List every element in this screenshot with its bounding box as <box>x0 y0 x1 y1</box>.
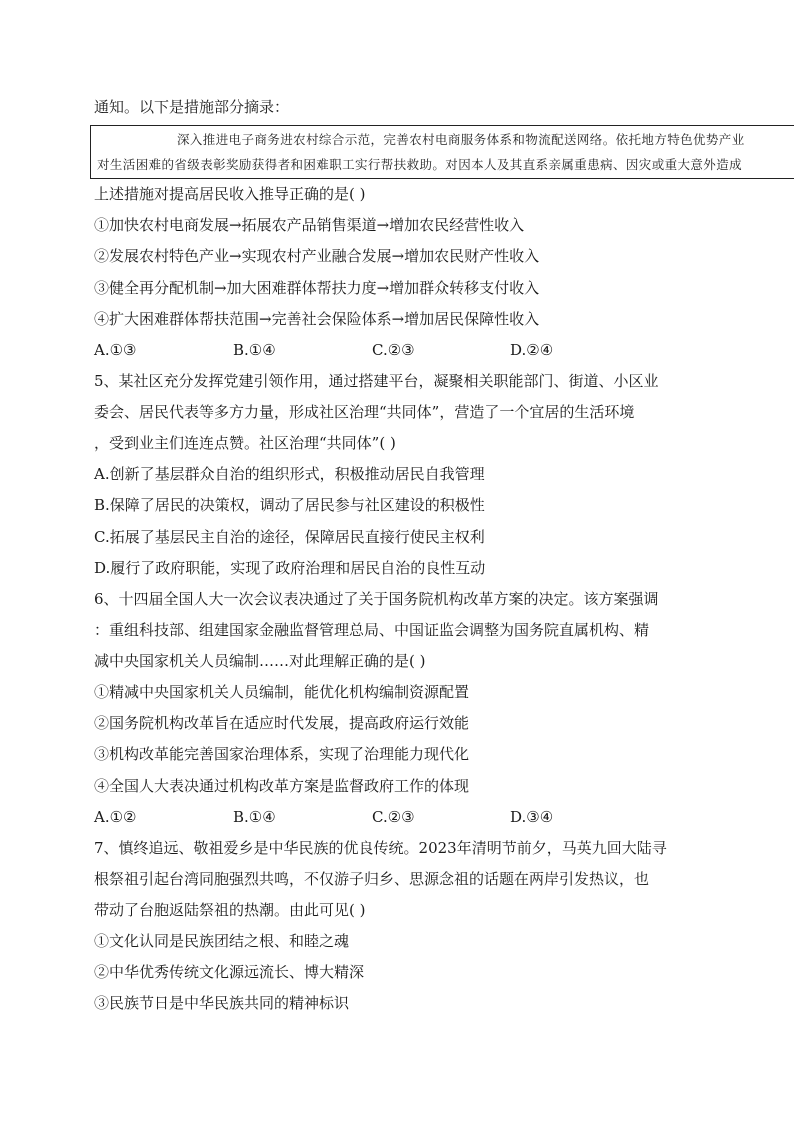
option-a: A.①② <box>94 808 137 826</box>
option-c: C.②③ <box>372 808 415 826</box>
option-a: A.①③ <box>94 341 137 359</box>
question-6-stem: ：重组科技部、组建国家金融监督管理总局、中国证监会调整为国务院直属机构、精 <box>94 621 650 639</box>
option-b: B.①④ <box>233 808 276 826</box>
question-5-stem: 5、某社区充分发挥党建引领作用，通过搭建平台，凝聚相关职能部门、街道、小区业 <box>94 372 659 390</box>
option-b: B.保障了居民的决策权，调动了居民参与社区建设的积极性 <box>94 496 485 514</box>
question-7-stem: 根祭祖引起台湾同胞强烈共鸣，不仅游子归乡、思源念祖的话题在两岸引发热议，也 <box>94 870 650 888</box>
question-7-stem: 带动了台胞返陆祭祖的热潮。由此可见( ) <box>94 901 366 919</box>
question-4-stem: 上述措施对提高居民收入推导正确的是( ) <box>94 185 366 203</box>
question-5-stem: 委会、居民代表等多方力量，形成社区治理“共同体”，营造了一个宜居的生活环境 <box>94 403 635 421</box>
statement-item: ③健全再分配机制→加大困难群体帮扶力度→增加群众转移支付收入 <box>94 279 540 297</box>
excerpt-line: 对生活困难的省级表彰奖励获得者和困难职工实行帮扶救助。对因本人及其直系亲属重患病、因灾或重大意外造成 <box>97 157 743 172</box>
statement-item: ①精减中央国家机关人员编制，能优化机构编制资源配置 <box>94 683 470 701</box>
question-6-stem: 减中央国家机关人员编制……对此理解正确的是( ) <box>94 652 426 670</box>
option-b: B.①④ <box>233 341 276 359</box>
excerpt-box <box>90 125 794 179</box>
question-6-stem: 6、十四届全国人大一次会议表决通过了关于国务院机构改革方案的决定。该方案强调 <box>94 590 659 608</box>
option-d: D.③④ <box>510 808 554 826</box>
question-5-stem: ，受到业主们连连点赞。社区治理“共同体”( ) <box>94 434 396 452</box>
statement-item: ③民族节日是中华民族共同的精神标识 <box>94 994 350 1012</box>
statement-item: ①文化认同是民族团结之根、和睦之魂 <box>94 932 350 950</box>
intro-text: 通知。以下是措施部分摘录： <box>94 98 290 116</box>
option-d: D.履行了政府职能，实现了政府治理和居民自治的良性互动 <box>94 559 486 577</box>
statement-item: ④扩大困难群体帮扶范围→完善社会保险体系→增加居民保障性收入 <box>94 310 540 328</box>
statement-item: ①加快农村电商发展→拓展农产品销售渠道→增加农民经营性收入 <box>94 216 525 234</box>
question-7-stem: 7、慎终追远、敬祖爱乡是中华民族的优良传统。2023年清明节前夕，马英九回大陆寻 <box>94 839 667 857</box>
excerpt-line: 深入推进电子商务进农村综合示范，完善农村电商服务体系和物流配送网络。依托地方特色优势产业 <box>177 132 745 147</box>
statement-item: ④全国人大表决通过机构改革方案是监督政府工作的体现 <box>94 777 470 795</box>
option-d: D.②④ <box>510 341 554 359</box>
statement-item: ②发展农村特色产业→实现农村产业融合发展→增加农民财产性收入 <box>94 247 540 265</box>
option-c: C.②③ <box>372 341 415 359</box>
option-c: C.拓展了基层民主自治的途径，保障居民直接行使民主权利 <box>94 528 485 546</box>
statement-item: ②中华优秀传统文化源远流长、博大精深 <box>94 963 365 981</box>
option-a: A.创新了基层群众自治的组织形式，积极推动居民自我管理 <box>94 465 485 483</box>
statement-item: ③机构改革能完善国家治理体系，实现了治理能力现代化 <box>94 745 470 763</box>
statement-item: ②国务院机构改革旨在适应时代发展，提高政府运行效能 <box>94 714 470 732</box>
